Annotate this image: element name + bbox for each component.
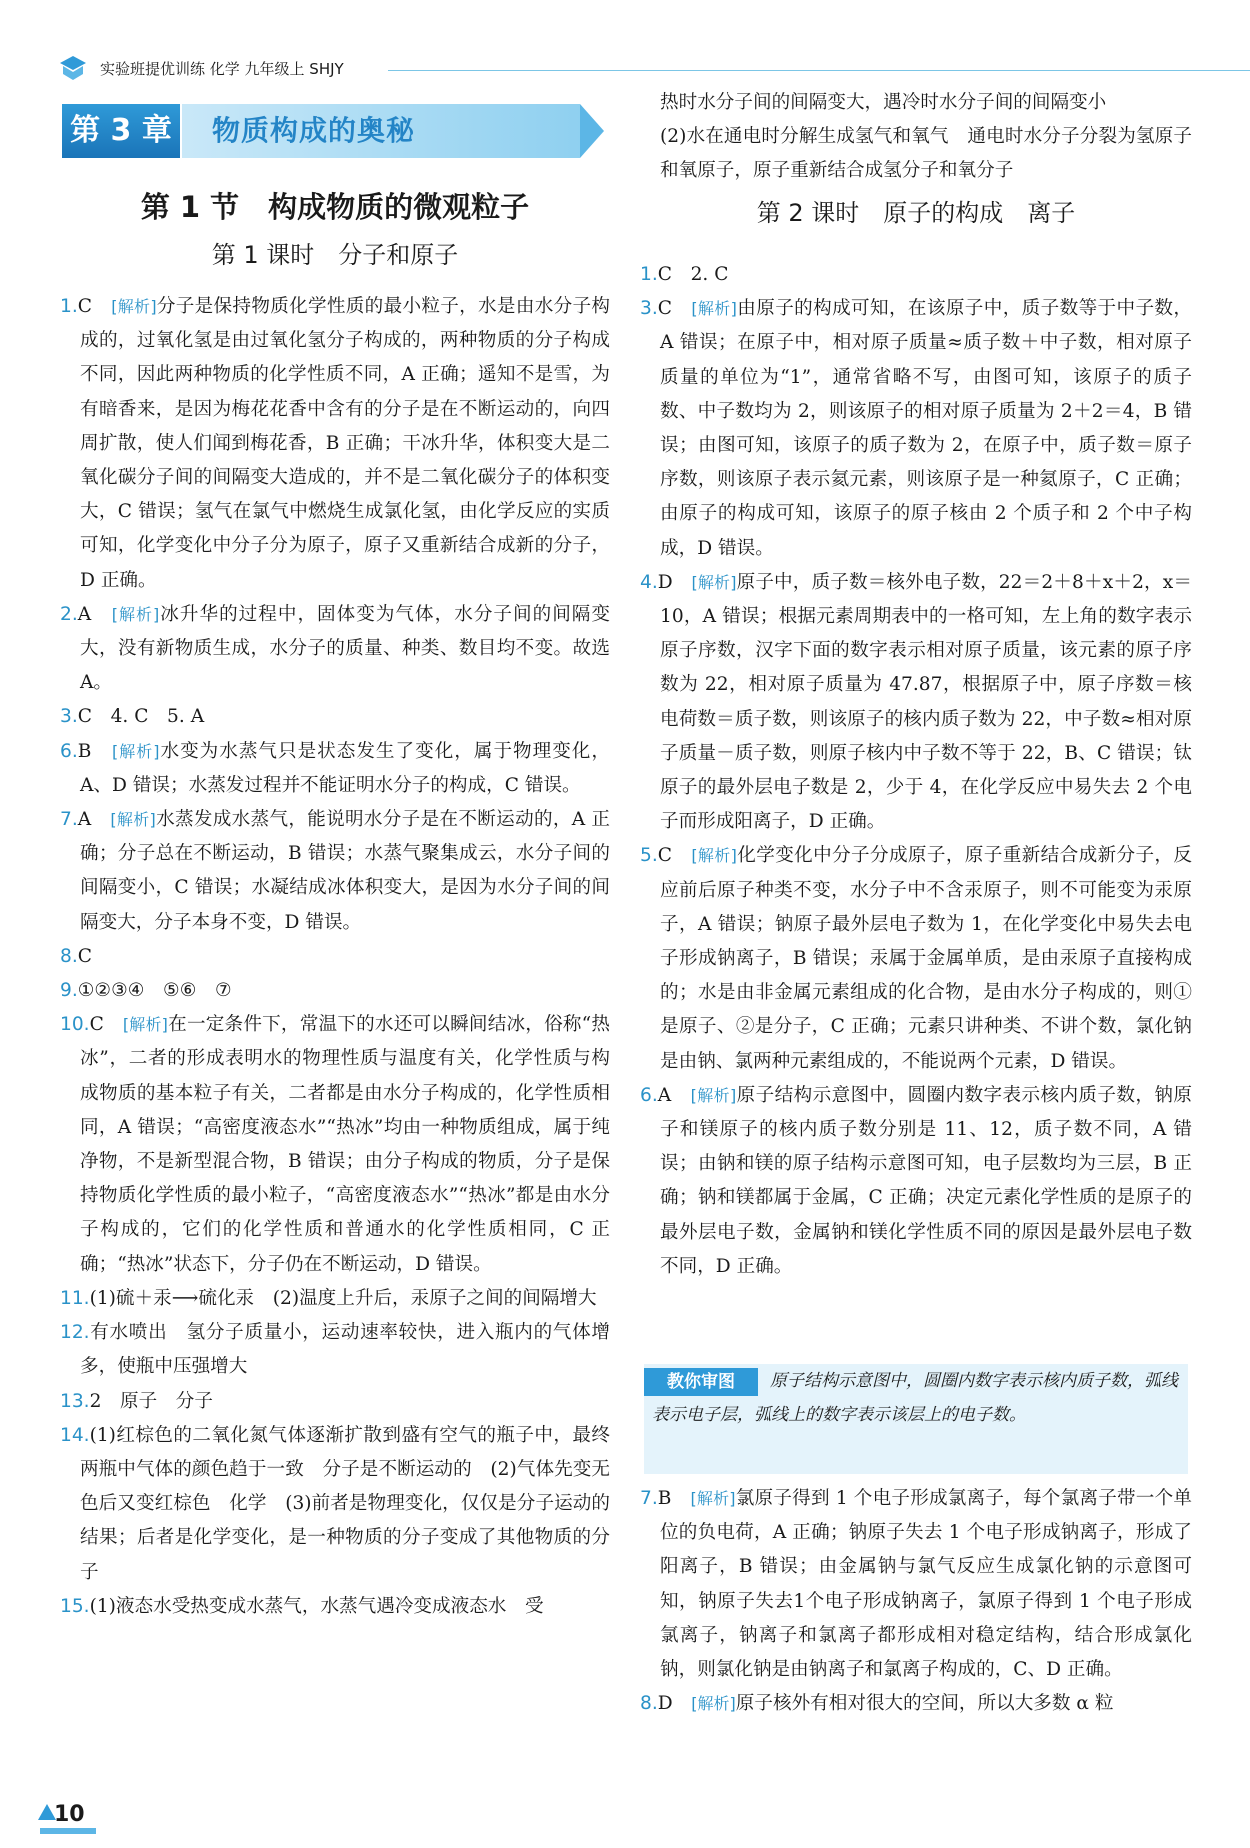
page-number: 10 (54, 1802, 85, 1827)
item-answer: ①②③④ ⑤⑥ ⑦ (77, 980, 232, 1002)
item-number: 3. (60, 706, 78, 728)
item-number: 9. (60, 980, 78, 1002)
item-explanation: 水变为水蒸气只是状态发生了变化，属于物理变化，A、D 错误；水蒸发过程并不能证明水分子的构成，C 错误。 (80, 740, 610, 796)
item-number: 1. (640, 264, 658, 285)
right-column (640, 258, 1192, 1284)
item-explanation: 水蒸发成水蒸气，能说明水分子是在不断运动的，A 正确；分子总在不断运动，B 错误；水蒸气聚集成云，水分子间的间隔变小，C 错误；水凝结成冰体积变大，是因为水分子间的间隔变大，分子本身不变，D 错误。 (80, 809, 610, 933)
item-number: 3. (640, 298, 658, 320)
answer-item (640, 1482, 1192, 1687)
analysis-tag: [解析] (690, 1085, 737, 1105)
answer-item (60, 700, 610, 734)
chapter-title: 物质构成的奥秘 (212, 114, 416, 147)
item-answer: A (657, 1084, 672, 1106)
answer-item (60, 1316, 610, 1384)
item-answer: C 2. C (657, 264, 729, 285)
item-answer: (1)硫＋汞⟶硫化汞 (2)温度上升后，汞原子之间的间隔增大 (89, 1287, 597, 1309)
answer-item (640, 839, 1192, 1078)
item-explanation: 化学变化中分子分成原子，原子重新结合成新分子，反应前后原子种类不变，水分子中不含汞原子，则不可能变为汞原子，A 错误；钠原子最外层电子数为 1，在化学变化中易失去电子形成钠离子，B 错误；汞属于金属单质，是由汞原子直接构成的；水是由非金属元素组成的化合物，是由水分子构成的，则①是原子、②是分子，C 正确；元素只讲种类、不讲个数，氯化钠是由钠、氯两种元素组成的，不能说两个元素，D 错误。 (660, 845, 1192, 1072)
item-answer: B (77, 740, 92, 762)
item-answer: A (77, 809, 92, 831)
item-number: 14. (60, 1424, 90, 1446)
answer-item (60, 290, 610, 598)
item-explanation: 原子核外有相对很大的空间，所以大多数 α 粒 (735, 1693, 1114, 1715)
analysis-tag: [解析] (690, 1489, 736, 1508)
analysis-tag: [解析] (691, 1694, 736, 1714)
item-number: 4. (640, 571, 658, 593)
lesson-1-title: 第 1 课时 分子和原子 (211, 241, 459, 269)
item-number: 2. (60, 603, 78, 625)
lesson-2-title: 第 2 课时 原子的构成 离子 (756, 198, 1076, 227)
answer-item (60, 1008, 610, 1282)
item-explanation: 氯原子得到 1 个电子形成氯离子，每个氯离子带一个单位的负电荷，A 正确；钠原子失去 1 个电子形成钠离子，形成了阳离子，B 错误；由金属钠与氯气反应生成氯化钠的示意图可知，钠原子失去1个电子形成钠离子，氯原子得到 1 个电子形成氯离子，钠离子和氯离子都形成相对稳定结构，结合形成氯化钠，则氯化钠是由钠离子和氯离子构成的，C、D 正确。 (660, 1488, 1192, 1681)
item-answer: C (657, 298, 672, 320)
item-number: 8. (60, 945, 78, 967)
item-number: 15. (60, 1595, 90, 1617)
item-answer: 2 原子 分子 (89, 1390, 213, 1412)
item-number: 7. (60, 809, 78, 831)
review-tip-label: 教你审图 (644, 1368, 758, 1396)
answer-item (60, 1282, 610, 1316)
answer-item (60, 974, 610, 1008)
answer-item (640, 1687, 1192, 1721)
analysis-tag: [解析] (122, 1015, 168, 1035)
item-number: 12. (60, 1322, 90, 1344)
item-number: 10. (60, 1014, 90, 1036)
analysis-tag: [解析] (112, 741, 160, 761)
answer-item (60, 803, 610, 940)
item-explanation: 冰升华的过程中，固体变为气体，水分子间的间隔变大，没有新物质生成，水分子的质量、种类、数目均不变。故选 A。 (80, 603, 610, 694)
analysis-tag: [解析] (111, 604, 160, 624)
analysis-tag: [解析] (691, 299, 737, 319)
analysis-tag: [解析] (691, 846, 737, 866)
answer-item (640, 1079, 1192, 1284)
item-answer: 有水喷出 氢分子质量小，运动速率较快，进入瓶内的气体增多，使瓶中压强增大 (80, 1322, 610, 1378)
item-number: 6. (60, 740, 78, 762)
answer-item (60, 1385, 610, 1419)
item-number: 1. (60, 296, 78, 317)
answer-item (640, 566, 1192, 840)
item-answer: (1)红棕色的二氧化氮气体逐渐扩散到盛有空气的瓶子中，最终两瓶中气体的颜色趋于一致 分子是不断运动的 (2)气体先变无色后又变红棕色 化学 (3)前者是物理变化，仅仅是分子运动的结果；后者是化学变化，是一种物质的分子变成了其他物质的分子 (80, 1424, 610, 1583)
item-number: 8. (640, 1693, 658, 1715)
chapter-banner (62, 100, 620, 164)
item-explanation: 原子结构示意图中，圆圈内数字表示核内质子数，钠原子和镁原子的核内质子数分别是 11、12，质子数不同，A 错误；由钠和镁的原子结构示意图可知，电子层数均为三层，B 正确；钠和镁都属于金属，C 正确；决定元素化学性质的是原子的最外层电子数，金属钠和镁化学性质不同的原因是最外层电子数不同，D 正确。 (660, 1084, 1192, 1277)
right-top-continuation (640, 86, 1192, 239)
answer-item (60, 1419, 610, 1590)
chapter-label: 第 3 章 (62, 104, 180, 158)
item-answer: (1)液态水受热变成水蒸气，水蒸气遇冷变成液态水 受 (89, 1595, 544, 1617)
item-explanation: 由原子的构成可知，在该原子中，质子数等于中子数，A 错误；在原子中，相对原子质量≈质子数＋中子数，相对原子质量的单位为“1”，通常省略不写，由图可知，该原子的质子数、中子数均为 2，则该原子的相对原子质量为 2＋2＝4，B 错误；由图可知，该原子的质子数为 2，在原子中，质子数＝原子序数，则该原子表示氦元素，则该原子是一种氦原子，C 正确；由原子的构成可知，该原子的原子核由 2 个质子和 2 个中子构成，D 错误。 (660, 298, 1192, 559)
right-column-bottom (640, 1482, 1192, 1721)
answer-item (60, 1590, 610, 1624)
item-answer: C (657, 845, 672, 867)
answer-item (60, 598, 610, 701)
section-title: 第 1 节 构成物质的微观粒子 (140, 190, 530, 224)
page-header (58, 52, 1188, 88)
analysis-tag: [解析] (111, 297, 157, 316)
answer-item (640, 292, 1192, 566)
review-tip-text: 原子结构示意图中，圆圈内数字表示核内质子数，弧线表示电子层，弧线上的数字表示该层上的电子数。 (652, 1371, 1178, 1425)
item-answer: D (657, 571, 673, 593)
item-number: 5. (640, 845, 658, 867)
item-answer: C (77, 945, 92, 967)
answer-item (640, 258, 1192, 292)
analysis-tag: [解析] (110, 810, 156, 830)
left-column (60, 290, 610, 1624)
page-number-bar (40, 1828, 96, 1834)
item-explanation: 原子中，质子数＝核外电子数，22＝2＋8＋x＋2，x＝10，A 错误；根据元素周期表中的一格可知，左上角的数字表示原子序数，汉字下面的数字表示相对原子质量，该元素的原子序数为 22，相对原子质量为 47.87，根据原子中，原子序数＝核电荷数＝质子数，则该原子的核内质子数为 22，中子数≈相对原子质量－质子数，则原子核内中子数不等于 22，B、C 错误；钛原子的最外层电子数是 2，少于 4，在化学反应中易失去 2 个电子而形成阳离子，D 正确。 (660, 571, 1192, 833)
continuation-line: 热时水分子间的间隔变大，遇冷时水分子间的间隔变小 (660, 92, 1107, 113)
item-number: 6. (640, 1084, 658, 1106)
item-explanation: 分子是保持物质化学性质的最小粒子，水是由水分子构成的，过氧化氢是由过氧化氢分子构成的，两种物质的分子构成不同，因此两种物质的化学性质不同，A 正确；遥知不是雪，为有暗香来，是因为梅花花香中含有的分子是在不断运动的，向四周扩散，使人们闻到梅花香，B 正确；干冰升华，体积变大是二氧化碳分子间的间隔变大造成的，并不是二氧化碳分子的体积变大，C 错误；氢气在氯气中燃烧生成氯化氢，由化学反应的实质可知，化学变化中分子分为原子，原子又重新结合成新的分子，D 正确。 (80, 296, 610, 591)
answer-item (60, 735, 610, 803)
chapter-arrow-icon (580, 104, 604, 158)
review-tip-box (644, 1364, 1188, 1474)
item-number: 7. (640, 1488, 658, 1509)
item-number: 11. (60, 1287, 90, 1309)
item-answer: C 4. C 5. A (77, 706, 205, 728)
analysis-tag: [解析] (691, 572, 737, 592)
answer-item (60, 940, 610, 974)
continuation-line: (2)水在通电时分解生成氢气和氧气 通电时水分子分裂为氢原子和氧原子，原子重新结合成氢分子和氧分子 (660, 126, 1192, 182)
header-rule (388, 70, 1250, 71)
item-answer: C (77, 296, 92, 317)
item-answer: D (657, 1693, 673, 1715)
header-text: 实验班提优训练 化学 九年级上 SHJY (100, 60, 344, 78)
item-number: 13. (60, 1390, 90, 1412)
item-answer: C (89, 1014, 104, 1036)
item-answer: B (657, 1488, 672, 1509)
item-answer: A (77, 603, 92, 625)
book-logo-icon (58, 54, 88, 82)
item-explanation: 在一定条件下，常温下的水还可以瞬间结冰，俗称“热冰”，二者的形成表明水的物理性质与温度有关，化学性质与构成物质的基本粒子有关，二者都是由水分子构成的，化学性质相同，A 错误；“高密度液态水”“热冰”均由一种物质组成，属于纯净物，不是新型混合物，B 错误；由分子构成的物质，分子是保持物质化学性质的最小粒子，“高密度液态水”“热冰”都是由水分子构成的，它们的化学性质和普通水的化学性质相同，C 正确；“热冰”状态下，分子仍在不断运动，D 错误。 (80, 1014, 610, 1275)
